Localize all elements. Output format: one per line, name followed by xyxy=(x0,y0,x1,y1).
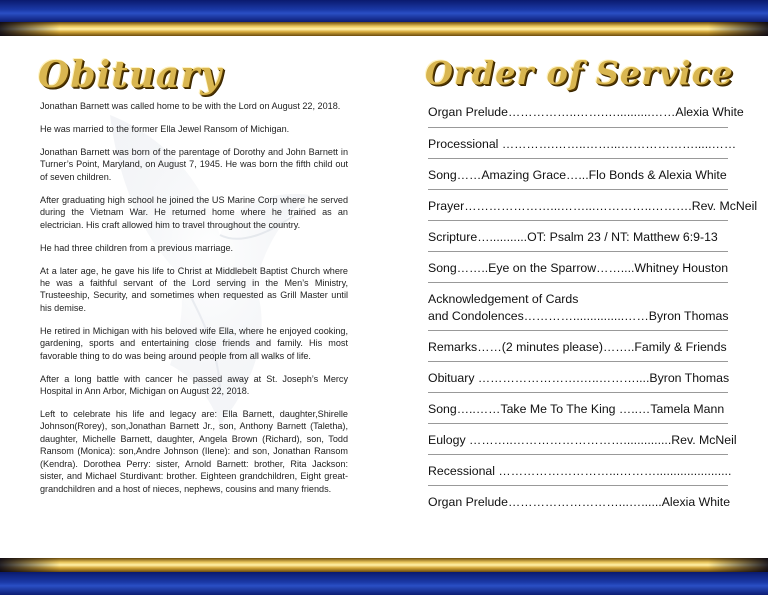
divider xyxy=(428,423,728,424)
divider xyxy=(428,158,728,159)
obituary-title: Obituary xyxy=(38,54,223,96)
divider xyxy=(428,251,728,252)
service-item-condolences: and Condolences…………...............……Byron Thomas xyxy=(428,309,729,323)
obituary-paragraph: Left to celebrate his life and legacy are: Ella Barnett, daughter,Shirelle Johnson(Rorey), son,Jonathan Barnett Jr., son, Anthony Barnett (Taletha), daughter, Michelle Barnett, daughter, Angela Brown (Richard), son, Todd Ransom (Monica): son,Andre Johnson (Ilene): and son, Jonathan Ransom (Kendra). Dorothea Perry: sister, Arnold Barnett: brother, Rita Jackson: sister, and Michael Sturdivant: brother. Eighteen grandchildren, Eight great-grandchildren and a host of nieces, nephews, cousins and many friends. xyxy=(40,409,348,494)
obituary-paragraph: He retired in Michigan with his beloved wife Ella, where he enjoyed cooking, gardening, sports and entertaining close friends and family. His most favorable thing to do was being around people from all walks of life. xyxy=(40,325,348,361)
service-item-processional: Processional ………….……..……...……………….....…… xyxy=(428,137,737,151)
obituary-paragraph: After a long battle with cancer he passed away at St. Joseph’s Mercy Hospital in Ann Arbor, Michigan on August 22, 2018. xyxy=(40,373,348,397)
service-item-acknowledgement: Acknowledgement of Cards xyxy=(428,292,579,306)
obituary-text xyxy=(40,100,348,506)
obituary-paragraph: After graduating high school he joined the US Marine Corp where he served during the Vietnam War. He returned home where he trained as an electrician. His craft allowed him to travel throughout the country. xyxy=(40,194,348,230)
service-item-remarks: Remarks……(2 minutes please)……..Family & Friends xyxy=(428,340,727,354)
divider xyxy=(428,189,728,190)
service-item-scripture: Scripture…...........OT: Psalm 23 / NT: Matthew 6:9-13 xyxy=(428,230,718,244)
obituary-paragraph: Jonathan Barnett was called home to be with the Lord on August 22, 2018. xyxy=(40,101,341,111)
service-item-organ-prelude: Organ Prelude……………..…….…..........……Alexia White xyxy=(428,105,744,119)
divider xyxy=(428,392,728,393)
order-of-service-title: Order of Service xyxy=(425,54,734,92)
service-item-song-eye-on-the-sparrow: Song……..Eye on the Sparrow……....Whitney Houston xyxy=(428,261,729,275)
divider xyxy=(428,220,728,221)
service-item-song-take-me-to-the-king: Song…..……Take Me To The King …..…Tamela Mann xyxy=(428,402,725,416)
divider xyxy=(428,282,728,283)
service-item-eulogy: Eulogy ………..………………………..............Rev. McNeil xyxy=(428,433,737,447)
top-gold-band xyxy=(0,22,768,36)
divider xyxy=(428,485,728,486)
divider xyxy=(428,454,728,455)
obituary-paragraph: At a later age, he gave his life to Christ at Middlebelt Baptist Church where he was a faithful servant of the Lord serving in the Men’s Ministry, Trusteeship, Security, and sometimes when requested as Grill Master until his demise. xyxy=(40,265,348,313)
divider xyxy=(428,361,728,362)
top-blue-band xyxy=(0,0,768,22)
divider xyxy=(428,330,728,331)
service-item-organ-prelude-closing: Organ Prelude………………………...…......Alexia White xyxy=(428,495,731,509)
service-item-obituary: Obituary …………………….…..………....Byron Thomas xyxy=(428,371,730,385)
service-item-prayer: Prayer…………………...……...…………..……….Rev. McNeil xyxy=(428,199,758,213)
service-item-song-amazing-grace: Song……Amazing Grace…...Flo Bonds & Alexia White xyxy=(428,168,727,182)
bottom-gold-band xyxy=(0,558,768,572)
service-item-recessional: Recessional ………………………...………...................... xyxy=(428,464,732,478)
obituary-paragraph: Jonathan Barnett was born of the parentage of Dorothy and John Barnett in Turner’s Point, Maryland, on August 7, 1945. He was born the fifth child out of seven children. xyxy=(40,147,348,182)
divider xyxy=(428,127,728,128)
obituary-paragraph: He was married to the former Ella Jewel Ransom of Michigan. xyxy=(40,124,290,134)
bottom-blue-band xyxy=(0,572,768,595)
obituary-paragraph: He had three children from a previous marriage. xyxy=(40,242,234,253)
